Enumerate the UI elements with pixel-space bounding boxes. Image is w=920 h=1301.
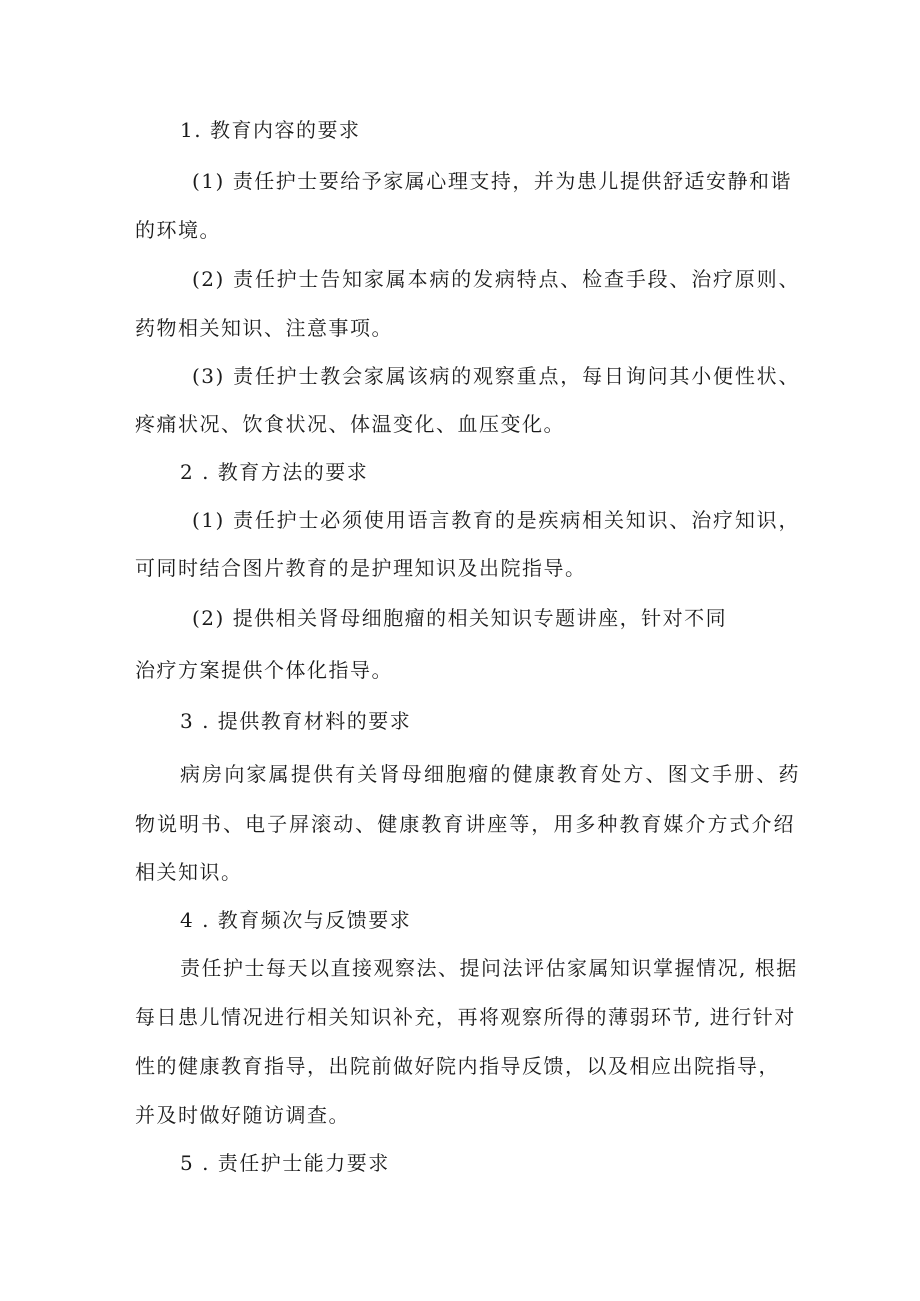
paragraph-line: 可同时结合图片教育的是护理知识及出院指导。 xyxy=(135,556,587,580)
section-heading: 2 . 教育方法的要求 xyxy=(180,460,369,484)
section-heading: 1. 教育内容的要求 xyxy=(180,118,361,142)
paragraph-line: 相关知识。 xyxy=(135,860,243,884)
paragraph-line: 的环境。 xyxy=(135,218,221,242)
paragraph-line: 治疗方案提供个体化指导。 xyxy=(135,658,393,682)
paragraph-line: 病房向家属提供有关肾母细胞瘤的健康教育处方、图文手册、药 xyxy=(180,762,800,786)
paragraph-line: 性的健康教育指导，出院前做好院内指导反馈，以及相应出院指导， xyxy=(135,1054,780,1078)
paragraph-line: 每日患儿情况进行相关知识补充，再将观察所得的薄弱环节, 进行针对 xyxy=(135,1005,796,1029)
paragraph-line: 药物相关知识、注意事项。 xyxy=(135,316,393,340)
paragraph-line: (2) 责任护士告知家属本病的发病特点、检查手段、治疗原则、 xyxy=(192,267,800,291)
section-heading: 4 . 教育频次与反馈要求 xyxy=(180,908,412,932)
paragraph-line: (3) 责任护士教会家属该病的观察重点，每日询问其小便性状、 xyxy=(192,364,800,388)
paragraph-line: 并及时做好随访调查。 xyxy=(135,1103,350,1127)
paragraph-line: (1) 责任护士必须使用语言教育的是疾病相关知识、治疗知识， xyxy=(192,508,800,532)
section-heading: 5 . 责任护士能力要求 xyxy=(180,1151,390,1175)
paragraph-line: 物说明书、电子屏滚动、健康教育讲座等，用多种教育媒介方式介绍 xyxy=(135,812,795,836)
paragraph-line: 疼痛状况、饮食状况、体温变化、血压变化。 xyxy=(135,412,565,436)
paragraph-line: (2) 提供相关肾母细胞瘤的相关知识专题讲座，针对不同 xyxy=(192,606,728,630)
section-heading: 3 . 提供教育材料的要求 xyxy=(180,709,412,733)
paragraph-line: (1) 责任护士要给予家属心理支持，并为患儿提供舒适安静和谐 xyxy=(192,169,792,193)
paragraph-line: 责任护士每天以直接观察法、提问法评估家属知识掌握情况, 根据 xyxy=(180,956,798,980)
